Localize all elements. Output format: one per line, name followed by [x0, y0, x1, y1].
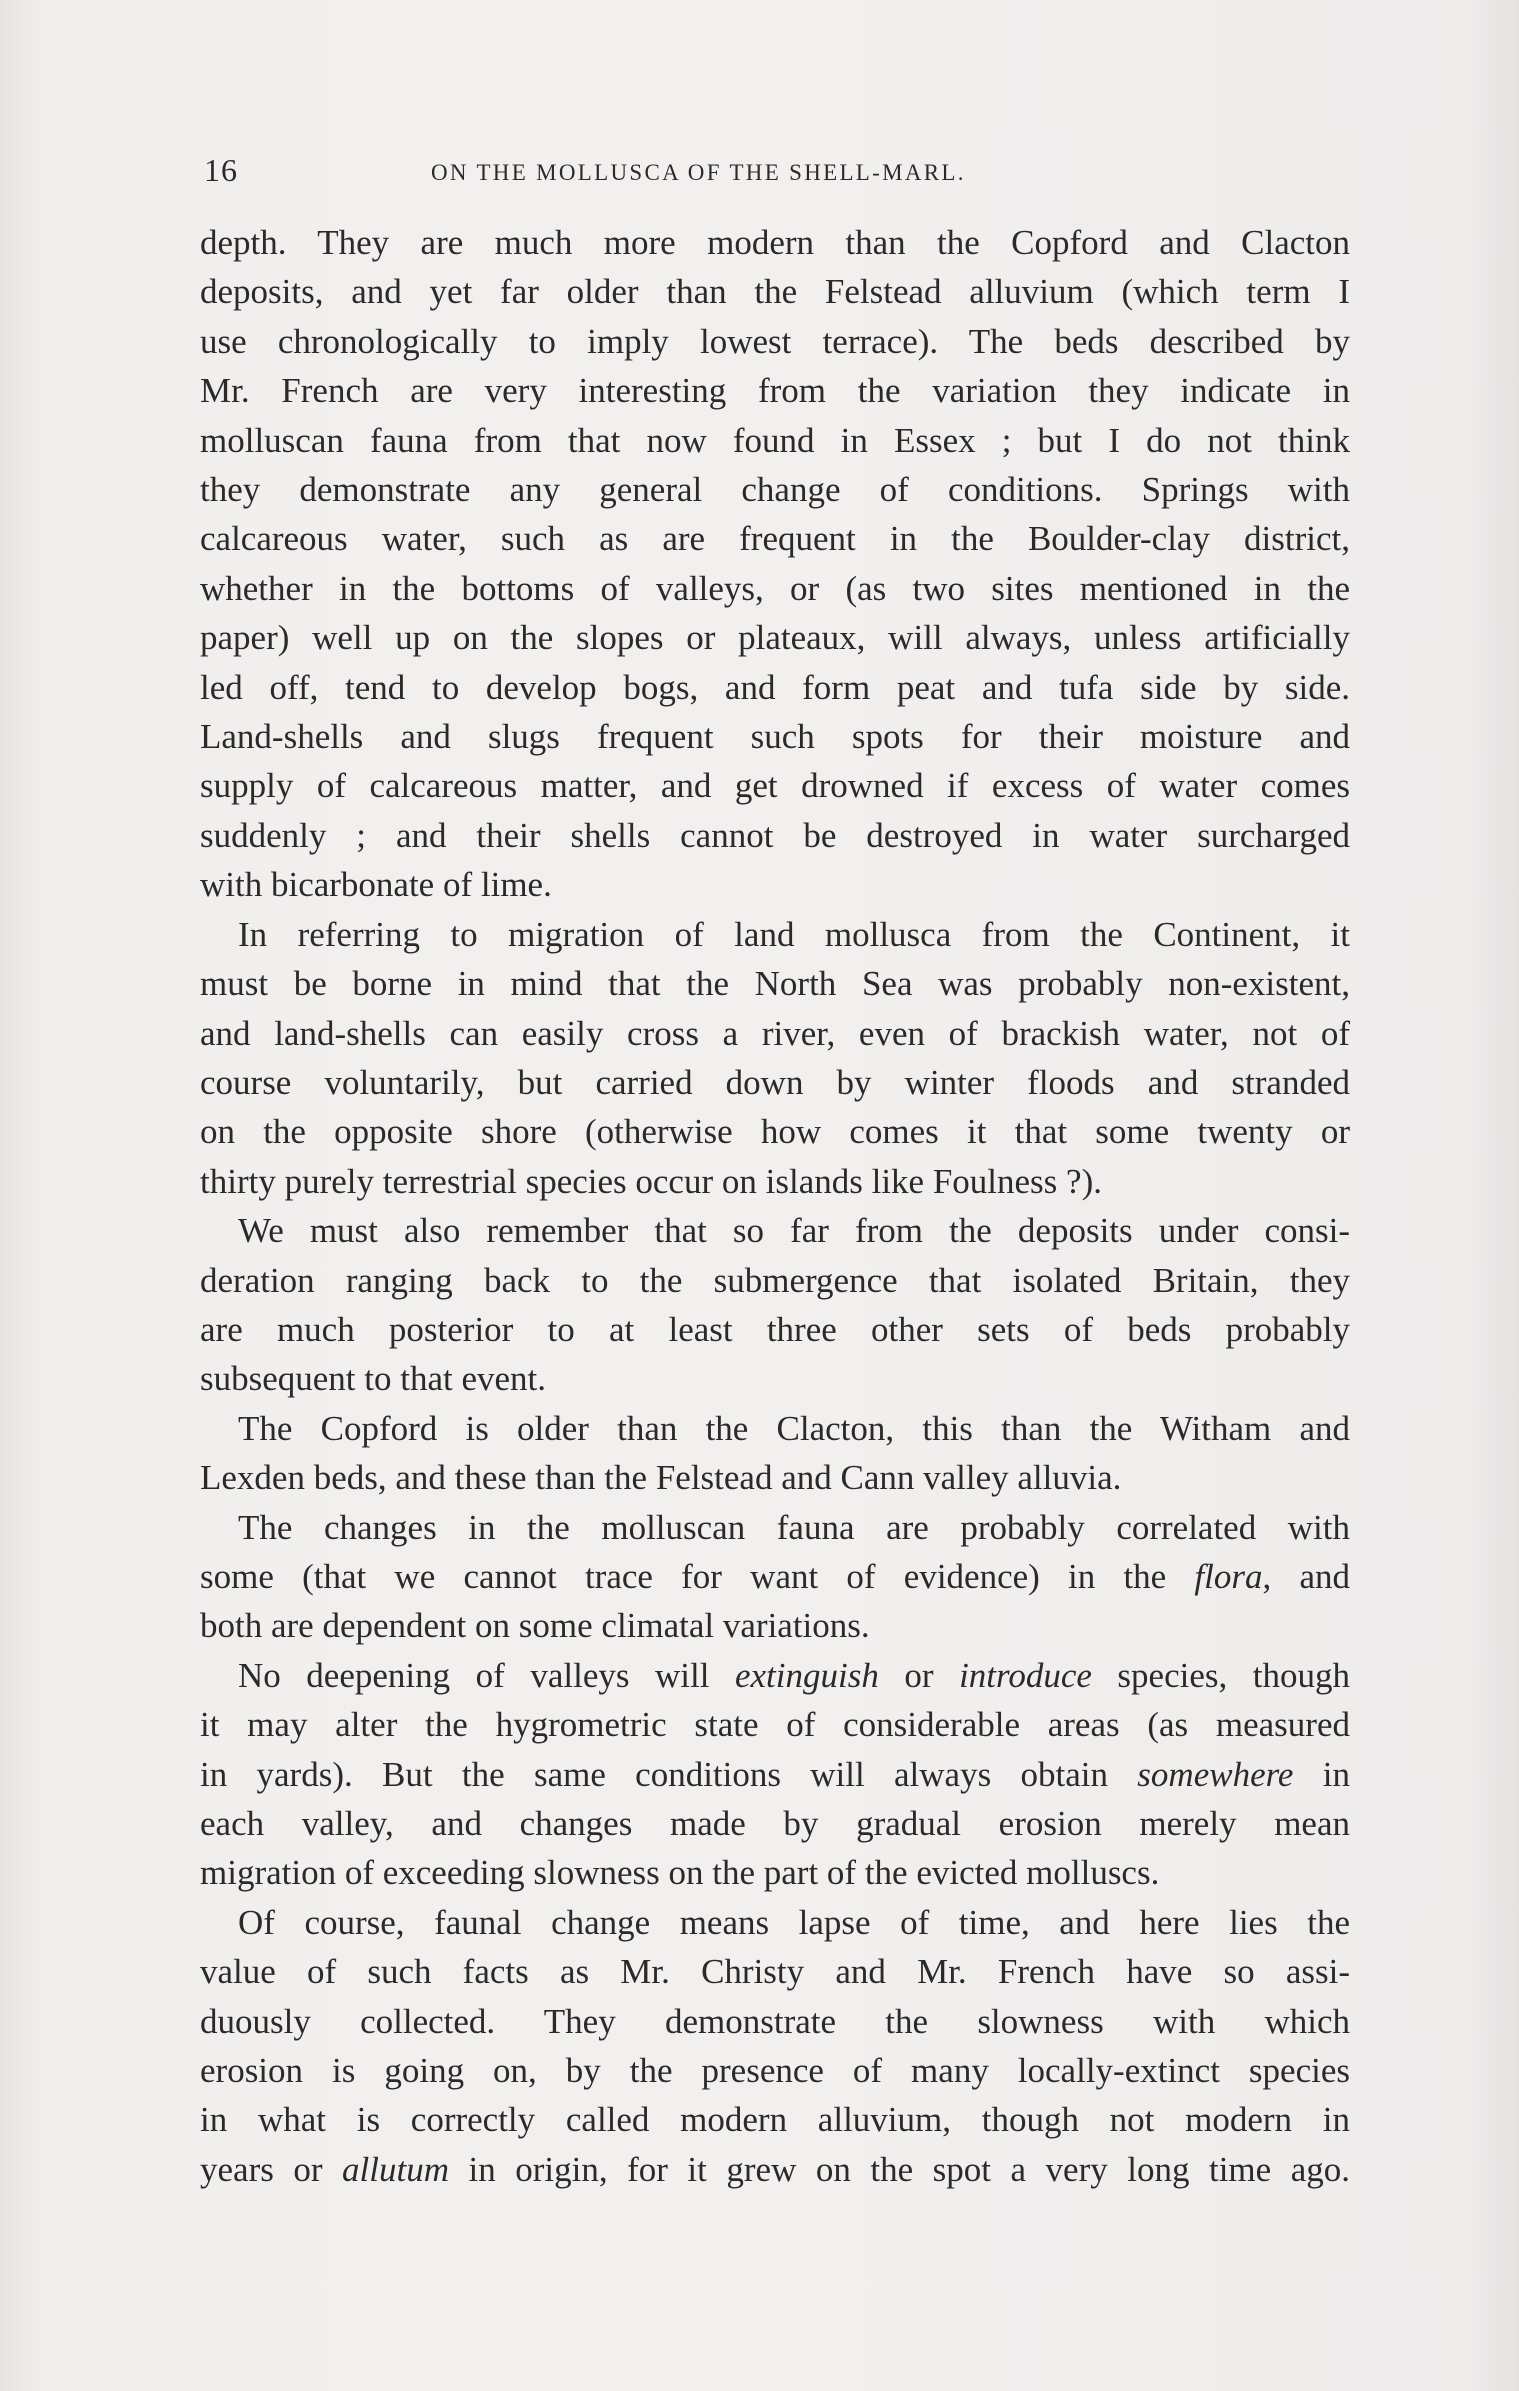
text-line: led off, tend to develop bogs, and form peat and tufa side by side. — [200, 667, 1350, 707]
text-line: supply of calcareous matter, and get drowned if excess of water comes — [200, 766, 1350, 806]
text-line: thirty purely terrestrial species occur on islands like Foulness ?). — [200, 1161, 1102, 1201]
paragraph-1 — [200, 218, 1350, 910]
text-line: are much posterior to at least three other sets of beds probably — [200, 1309, 1350, 1349]
page-header — [204, 152, 1339, 192]
text-line: subsequent to that event. — [200, 1359, 547, 1399]
running-title: ON THE MOLLUSCA OF THE SHELL-MARL. — [431, 160, 966, 185]
text-line: Land-shells and slugs frequent such spots for their moisture and — [200, 717, 1350, 757]
text-line: depth. They are much more modern than the Copford and Clacton — [200, 223, 1350, 262]
text-line: both are dependent on some climatal variations. — [200, 1606, 870, 1646]
text-line: erosion is going on, by the presence of many locally-extinct species — [200, 2051, 1350, 2091]
text-line: In referring to migration of land mollusca from the Continent, it — [238, 914, 1350, 954]
text-segment: species, though — [1091, 1655, 1350, 1695]
text-line — [200, 1552, 1350, 1601]
text-segment: No deepening of valleys will — [238, 1655, 735, 1695]
page-number: 16 — [204, 152, 238, 188]
text-line: paper) well up on the slopes or plateaux, will always, unless artificially — [200, 618, 1350, 658]
text-segment: in origin, for it grew on the spot a very long time ago. — [448, 2149, 1350, 2189]
text-line — [200, 2145, 1350, 2194]
text-line: Of course, faunal change means lapse of time, and here lies the — [238, 1902, 1350, 1942]
paragraph-6 — [200, 1651, 1350, 1898]
italic-word: extinguish — [734, 1655, 879, 1695]
text-line: must be borne in mind that the North Sea was probably non-existent, — [200, 964, 1350, 1004]
italic-word: allutum — [342, 2149, 449, 2189]
text-line: calcareous water, such as are frequent in the Boulder-clay district, — [200, 519, 1350, 559]
paragraph-4 — [200, 1404, 1350, 1503]
text-line: molluscan fauna from that now found in Essex ; but I do not think — [200, 420, 1350, 460]
text-segment: years or — [200, 2149, 343, 2189]
text-segment: in yards). But the same conditions will always obtain — [200, 1754, 1108, 1794]
paragraph-2 — [200, 910, 1350, 1206]
text-line: We must also remember that so far from the deposits under consi- — [238, 1211, 1350, 1251]
text-line: course voluntarily, but carried down by winter floods and stranded — [200, 1062, 1350, 1102]
text-line: it may alter the hygrometric state of considerable areas (as measured — [200, 1705, 1350, 1745]
text-line: value of such facts as Mr. Christy and Mr. French have so assi- — [200, 1952, 1350, 1992]
text-line: The Copford is older than the Clacton, this than the Witham and — [238, 1408, 1350, 1448]
text-line: and land-shells can easily cross a river, even of brackish water, not of — [200, 1013, 1350, 1053]
italic-word: somewhere — [1137, 1754, 1294, 1794]
text-segment: , and — [1262, 1556, 1350, 1596]
paragraph-5 — [200, 1503, 1350, 1651]
text-line: duously collected. They demonstrate the slowness with which — [200, 2001, 1350, 2041]
text-line: suddenly ; and their shells cannot be destroyed in water surcharged — [200, 815, 1350, 855]
text-line: deration ranging back to the submergence that isolated Britain, they — [200, 1260, 1350, 1300]
text-line: deposits, and yet far older than the Felstead alluvium (which term I — [200, 272, 1350, 312]
paragraph-7 — [200, 1898, 1350, 2194]
text-line: on the opposite shore (otherwise how comes it that some twenty or — [200, 1112, 1350, 1152]
text-line: use chronologically to imply lowest terrace). The beds described by — [200, 321, 1350, 361]
text-line: they demonstrate any general change of conditions. Springs with — [200, 470, 1350, 510]
text-line: migration of exceeding slowness on the part of the evicted molluscs. — [200, 1853, 1160, 1893]
italic-word: flora — [1194, 1556, 1263, 1596]
text-line — [200, 1750, 1350, 1799]
text-line — [200, 1651, 1350, 1700]
text-line: with bicarbonate of lime. — [200, 865, 552, 905]
text-segment: or — [878, 1655, 960, 1695]
text-segment: in — [1293, 1754, 1350, 1794]
text-line: Mr. French are very interesting from the variation they indicate in — [200, 371, 1350, 411]
text-line: whether in the bottoms of valleys, or (as two sites mentioned in the — [200, 568, 1350, 608]
body-text — [200, 218, 1350, 2194]
text-line: each valley, and changes made by gradual erosion merely mean — [200, 1804, 1350, 1843]
italic-word: introduce — [959, 1655, 1092, 1695]
paragraph-3 — [200, 1206, 1350, 1404]
text-line: The changes in the molluscan fauna are probably correlated with — [238, 1507, 1350, 1547]
text-line: in what is correctly called modern alluvium, though not modern in — [200, 2100, 1350, 2140]
text-segment: some (that we cannot trace for want of evidence) in the — [200, 1556, 1167, 1596]
text-line: Lexden beds, and these than the Felstead and Cann valley alluvia. — [200, 1458, 1122, 1498]
